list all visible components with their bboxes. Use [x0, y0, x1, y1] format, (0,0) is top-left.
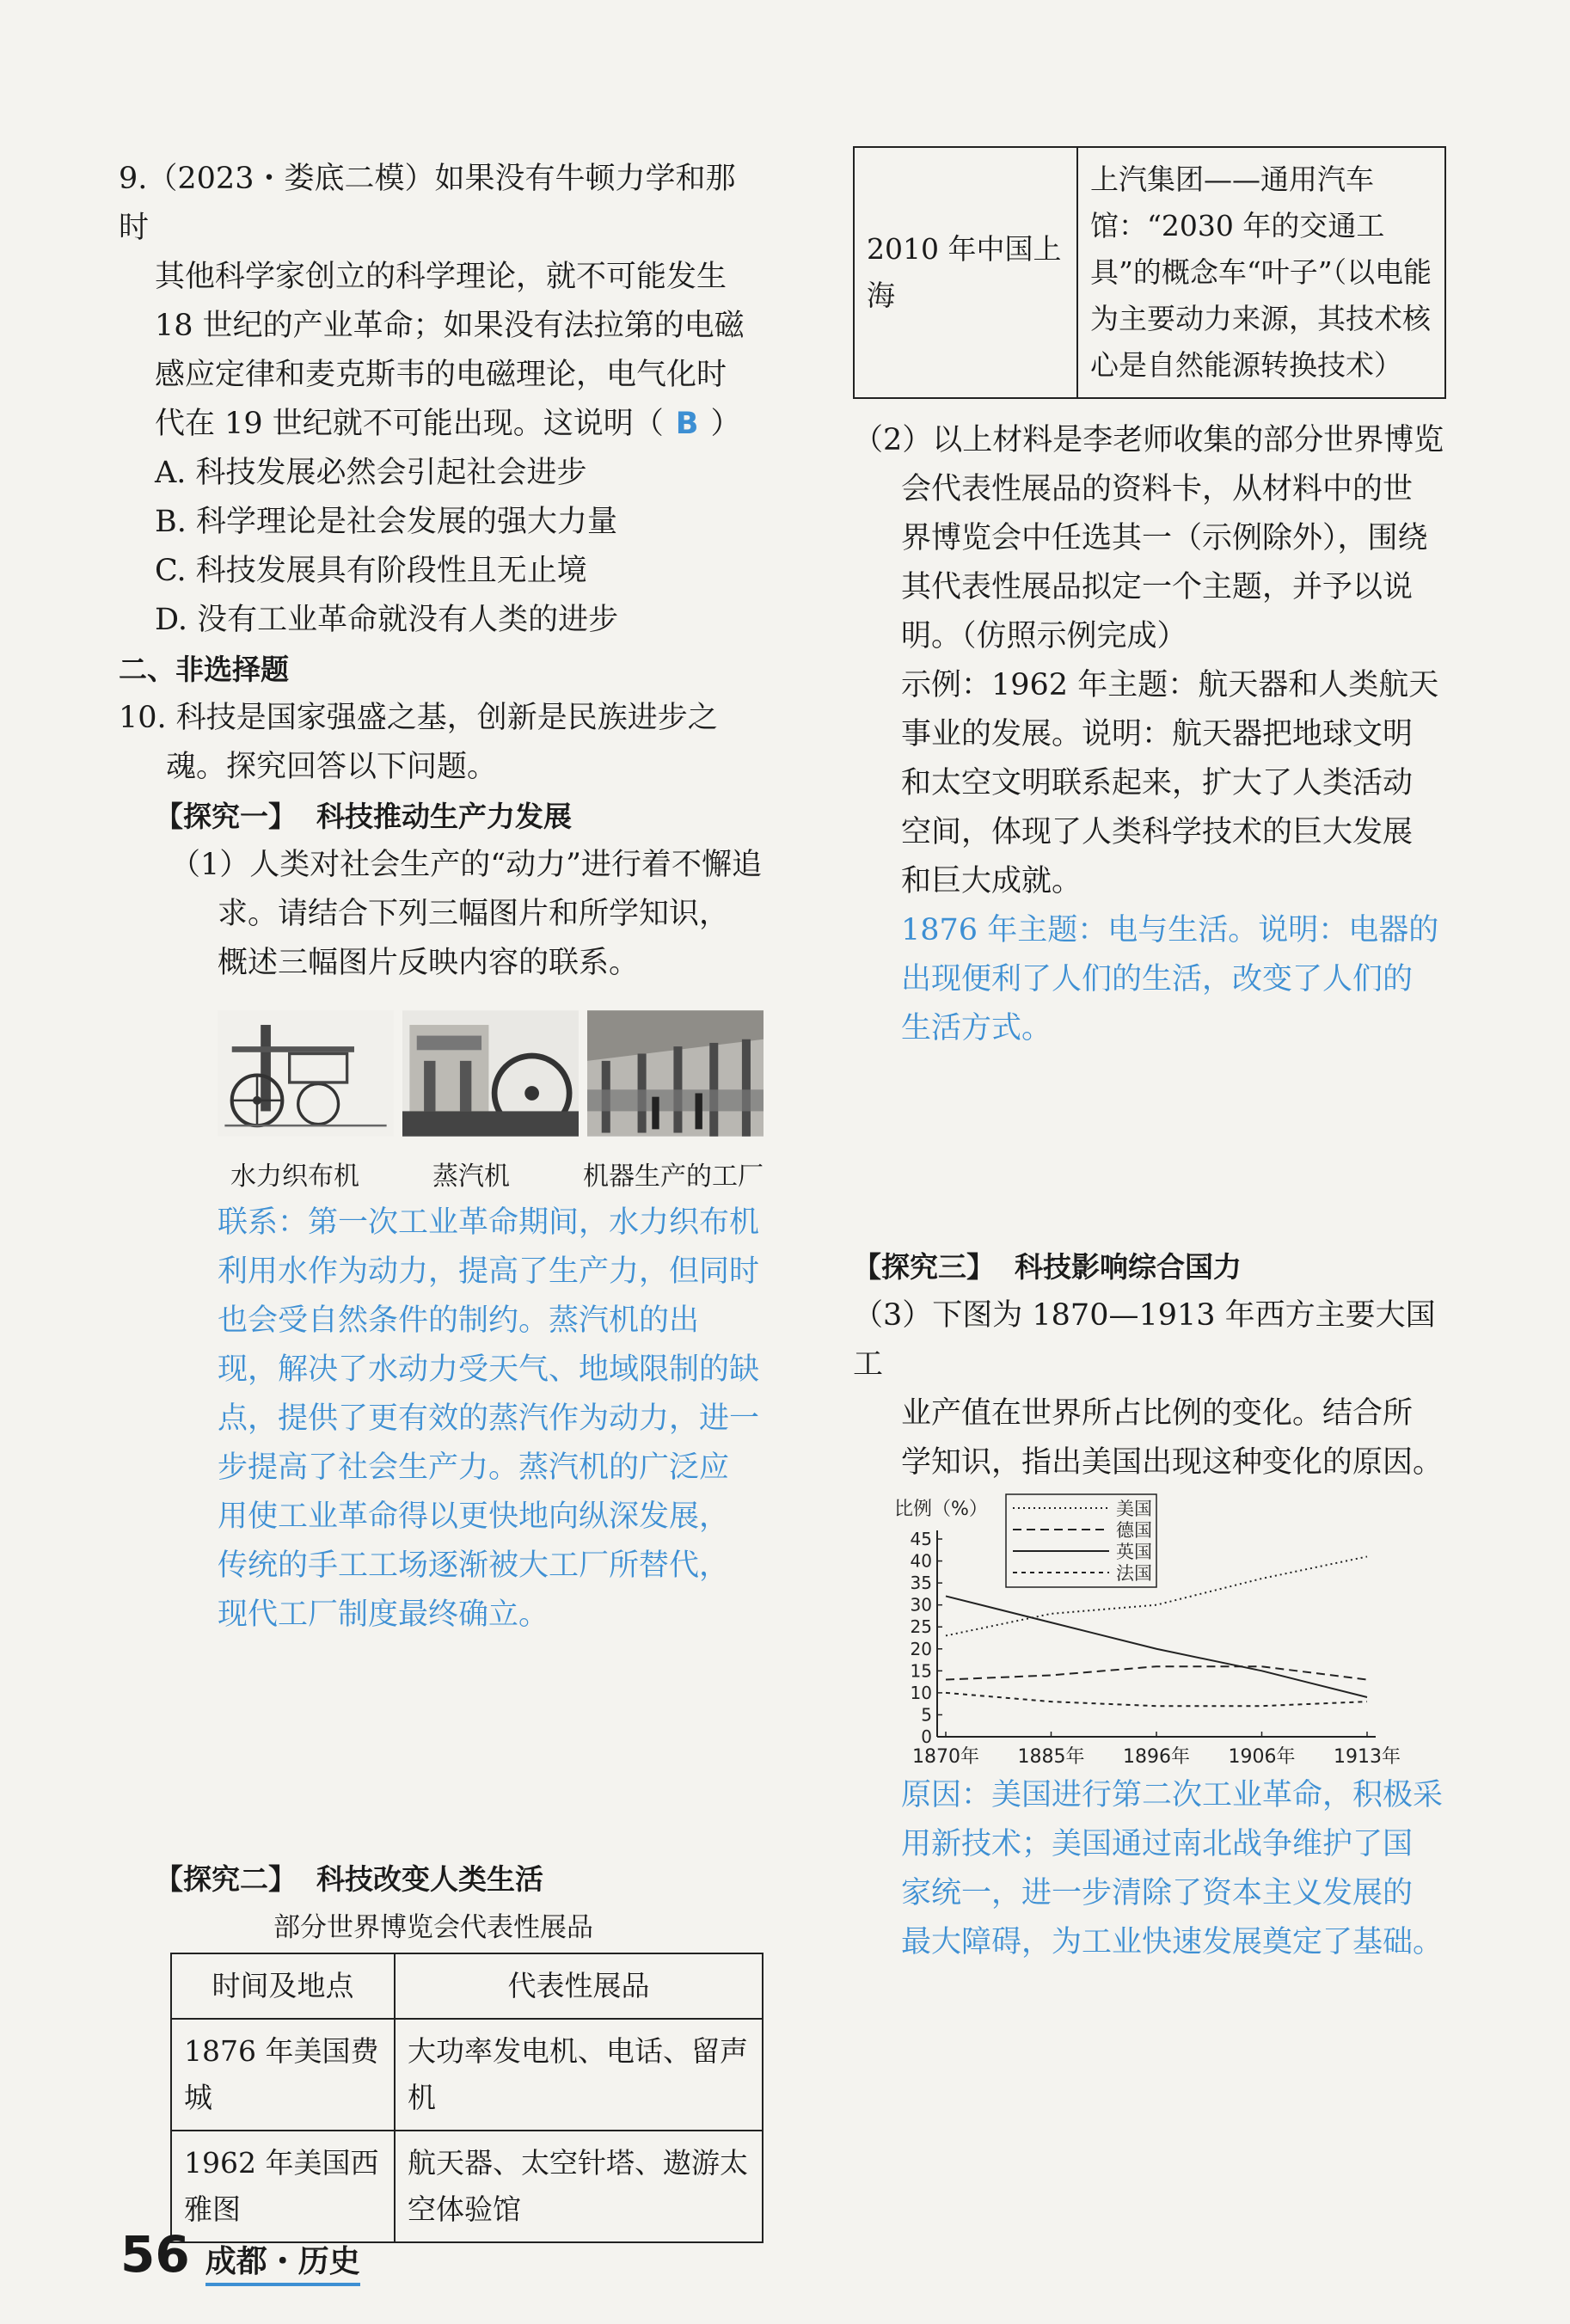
answer2-line: 1876 年主题：电与生活。说明：电器的	[901, 913, 1439, 947]
answer3-line: 家统一，进一步清除了资本主义发展的	[901, 1876, 1414, 1910]
q10-line: 10. 科技是国家强盛之基，创新是民族进步之	[119, 701, 718, 735]
y-tick-label: 10	[910, 1682, 932, 1703]
sub1-line: （1）人类对社会生产的“动力”进行着不懈追	[170, 848, 763, 882]
sub3-line: 学知识，指出美国出现这种变化的原因。	[901, 1445, 1444, 1480]
y-tick-label: 45	[910, 1529, 932, 1549]
y-tick-label: 20	[910, 1638, 932, 1659]
example-line: 和太空文明联系起来，扩大了人类活动	[901, 766, 1414, 800]
answer1-line: 用使工业革命得以更快地向纵深发展，	[218, 1499, 730, 1534]
explore1-title: 【探究一】 科技推动生产力发展	[155, 800, 572, 833]
y-tick-label: 25	[910, 1616, 932, 1638]
answer2-line: 生活方式。	[901, 1011, 1052, 1045]
answer1-line: 现代工厂制度最终确立。	[218, 1597, 549, 1632]
right-column	[853, 155, 1455, 1967]
expo-table-continued	[853, 146, 1446, 399]
page-footer	[120, 2225, 360, 2286]
book-title: 成都・历史	[205, 2237, 360, 2286]
y-axis-label: 比例（%）	[894, 1499, 988, 1520]
series-line-2	[946, 1666, 1367, 1679]
sub2-line: （2）以上材料是李老师收集的部分世界博览	[853, 423, 1444, 457]
table-header: 时间及地点	[171, 1953, 395, 2019]
q9-stem-end: 代在 19 世纪就不可能出现。这说明（	[155, 407, 664, 441]
x-tick-label: 1906年	[1228, 1746, 1296, 1768]
q9-option-a: A. 科技发展必然会引起社会进步	[155, 456, 587, 490]
series-line-4	[946, 1693, 1367, 1706]
sub2-line: 明。（仿照示例完成）	[901, 619, 1187, 653]
q9-line: 9.（2023・娄底二模）如果没有牛顿力学和那时	[119, 162, 736, 245]
q9-option-d: D. 没有工业革命就没有人类的进步	[155, 603, 619, 637]
q9-line: 18 世纪的产业革命；如果没有法拉第的电磁	[155, 309, 745, 343]
answer3-line: 用新技术；美国通过南北战争维护了国	[901, 1827, 1414, 1861]
q9-answer: B	[675, 407, 699, 441]
answer1-line: 也会受自然条件的制约。蒸汽机的出	[218, 1303, 700, 1338]
table-cell: 1962 年美国西雅图	[171, 2131, 395, 2242]
answer2-line: 出现便利了人们的生活，改变了人们的	[901, 962, 1414, 996]
answer3-line: 原因：美国进行第二次工业革命，积极采	[901, 1778, 1444, 1812]
x-tick-label: 1896年	[1123, 1746, 1190, 1768]
steam-engine-image	[402, 998, 579, 1149]
example-line: 示例：1962 年主题：航天器和人类航天	[901, 668, 1439, 702]
sub3-line: 业产值在世界所占比例的变化。结合所	[901, 1396, 1414, 1431]
expo-table	[170, 1953, 764, 2243]
table-row	[171, 2019, 763, 2131]
table-cell: 航天器、太空针塔、遨游太空体验馆	[395, 2131, 763, 2242]
sub2-line: 其代表性展品拟定一个主题，并予以说	[901, 570, 1414, 604]
q9-bracket: ）	[710, 407, 741, 441]
q9-option-c: C. 科技发展具有阶段性且无止境	[155, 554, 587, 588]
sub1-line: 概述三幅图片反映内容的联系。	[218, 946, 640, 980]
table-row	[854, 147, 1445, 398]
page-number: 56	[120, 2225, 190, 2284]
sub2-line: 界博览会中任选其一（示例除外），围绕	[901, 521, 1428, 555]
x-tick-label: 1885年	[1017, 1746, 1085, 1768]
table-header: 代表性展品	[395, 1953, 763, 2019]
y-tick-label: 15	[910, 1660, 932, 1682]
left-column	[119, 155, 764, 2243]
legend-label: 法国	[1116, 1563, 1152, 1584]
sub2-line: 会代表性展品的资料卡，从材料中的世	[901, 472, 1414, 506]
answer1-line: 利用水作为动力，提高了生产力，但同时	[218, 1254, 760, 1289]
question-9	[119, 155, 764, 645]
picture-captions	[119, 1156, 764, 1199]
example-line: 和巨大成就。	[901, 864, 1082, 898]
section-heading: 二、非选择题	[119, 653, 289, 686]
factory-image	[587, 998, 764, 1149]
sub1-line: 求。请结合下列三幅图片和所学知识，	[218, 897, 730, 931]
y-tick-label: 40	[910, 1550, 932, 1572]
example-line: 空间，体现了人类科学技术的巨大发展	[901, 815, 1414, 849]
q9-line: 其他科学家创立的科学理论，就不可能发生	[155, 260, 727, 294]
y-tick-label: 0	[921, 1726, 932, 1747]
q9-option-b: B. 科学理论是社会发展的强大力量	[155, 505, 617, 539]
answer-1	[119, 1199, 764, 1640]
table-cell: 2010 年中国上海	[854, 147, 1077, 398]
industry-share-chart	[894, 1487, 1444, 1771]
table-title: 部分世界博览会代表性展品	[273, 1912, 593, 1943]
sub3-line: （3）下图为 1870—1913 年西方主要大国工	[853, 1298, 1436, 1382]
legend-label: 美国	[1116, 1499, 1152, 1519]
caption-water-loom: 水力织布机	[230, 1162, 359, 1192]
explore3-title: 【探究三】 科技影响综合国力	[853, 1250, 1242, 1284]
caption-factory: 机器生产的工厂	[583, 1162, 764, 1192]
answer1-line: 步提高了社会生产力。蒸汽机的广泛应	[218, 1450, 730, 1485]
caption-steam-engine: 蒸汽机	[432, 1162, 510, 1192]
x-tick-label: 1870年	[912, 1746, 979, 1768]
answer3-line: 最大障碍，为工业快速发展奠定了基础。	[901, 1925, 1444, 1959]
answer1-line: 点，提供了更有效的蒸汽作为动力，进一	[218, 1401, 760, 1436]
table-cell: 大功率发电机、电话、留声机	[395, 2019, 763, 2131]
y-tick-label: 5	[921, 1704, 932, 1726]
x-tick-label: 1913年	[1334, 1746, 1401, 1768]
legend-label: 英国	[1116, 1542, 1152, 1562]
legend-label: 德国	[1116, 1520, 1152, 1541]
table-header-row	[171, 1953, 763, 2019]
picture-row	[119, 998, 764, 1149]
explore2-title: 【探究二】 科技改变人类生活	[155, 1862, 543, 1896]
q9-line	[119, 400, 764, 449]
q10-line: 魂。探究回答以下问题。	[166, 750, 498, 784]
answer1-line: 现，解决了水动力受天气、地域限制的缺	[218, 1352, 760, 1387]
y-tick-label: 35	[910, 1573, 932, 1594]
q9-line: 感应定律和麦克斯韦的电磁理论，电气化时	[155, 358, 727, 392]
table-cell: 上汽集团——通用汽车馆：“2030 年的交通工具”的概念车“叶子”（以电能为主要动力来源，其技术核心是自然能源转换技术）	[1077, 147, 1445, 398]
answer1-line: 联系：第一次工业革命期间，水力织布机	[218, 1205, 760, 1240]
series-line-3	[946, 1596, 1367, 1697]
water-loom-image	[218, 998, 394, 1149]
example-line: 事业的发展。说明：航天器把地球文明	[901, 717, 1414, 751]
answer1-line: 传统的手工工场逐渐被大工厂所替代，	[218, 1548, 730, 1583]
table-cell: 1876 年美国费城	[171, 2019, 395, 2131]
y-tick-label: 30	[910, 1594, 932, 1616]
